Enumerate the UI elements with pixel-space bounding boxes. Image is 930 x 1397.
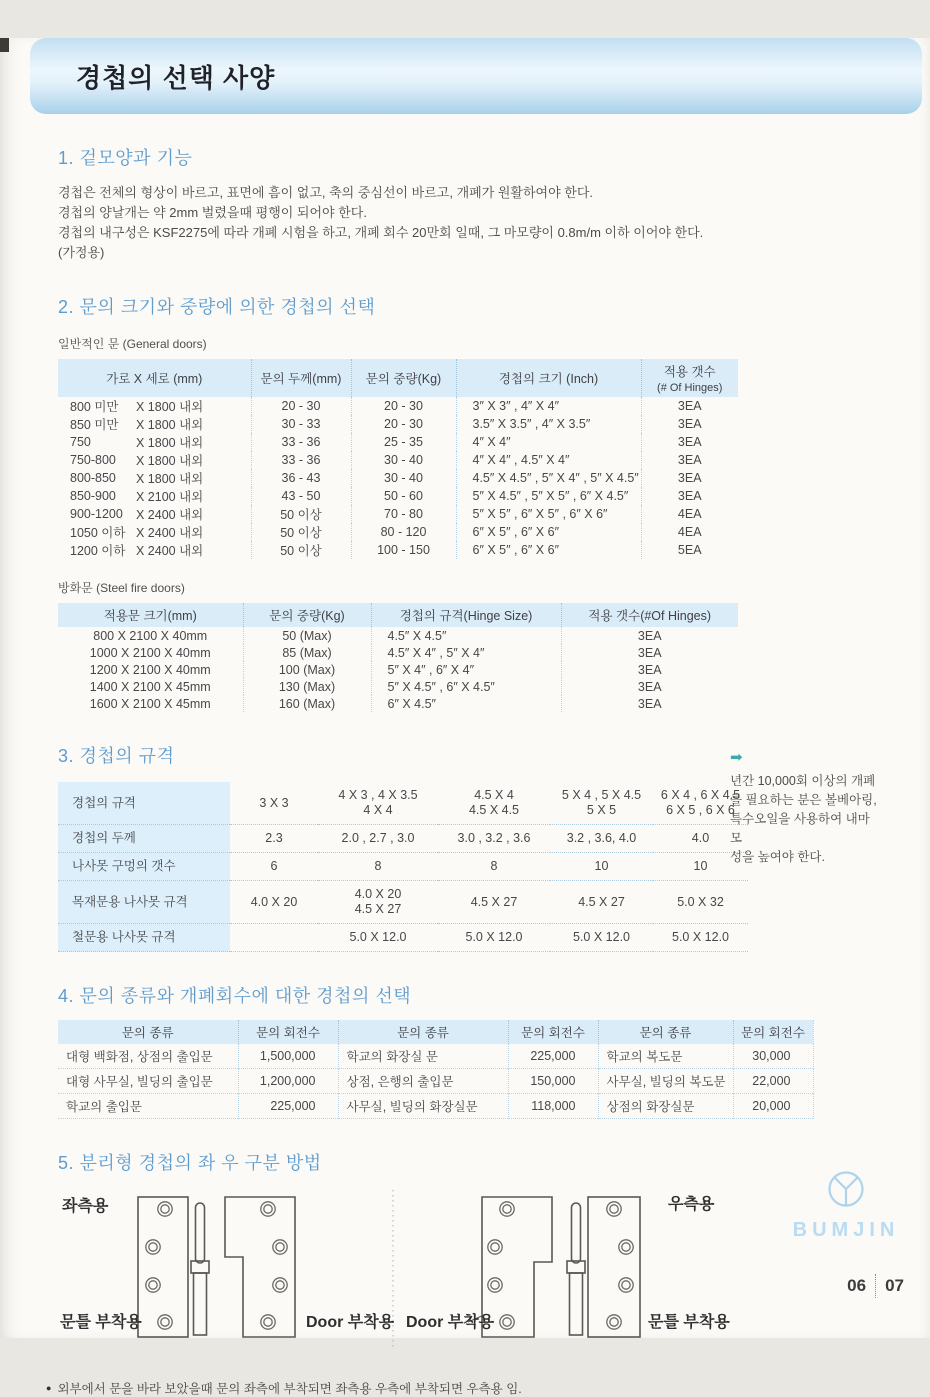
table-row — [58, 881, 748, 924]
column-header: 적용문 크기(mm) — [58, 603, 243, 627]
table-cell: 목재문용 나사못 규격 — [58, 881, 230, 924]
door-attach-label-left: Door 부착용 — [306, 1314, 395, 1331]
table-cell: 4″ X 4″ — [456, 433, 641, 451]
table-row — [58, 397, 738, 415]
door-type-cycles-table — [58, 1020, 814, 1119]
table-cell: 5 X 4 , 5 X 4.5 5 X 5 — [561, 788, 642, 817]
table-header-row — [58, 603, 738, 627]
fire-doors-table — [58, 603, 738, 712]
bullet-icon: ● — [46, 1383, 52, 1393]
column-header: 문의 회전수 — [508, 1020, 598, 1044]
table-cell: 750-800 — [70, 453, 116, 467]
table-cell: 160 (Max) — [243, 695, 371, 712]
table-cell: X 1800 내외 — [136, 418, 204, 432]
table-cell: 사무실, 빌딩의 화장실문 — [338, 1094, 508, 1119]
column-header: 문의 종류 — [58, 1020, 238, 1044]
column-header: 가로 X 세로 (mm) — [58, 359, 251, 397]
table-cell: 20 - 30 — [351, 415, 456, 433]
table-cell: 5.0 X 12.0 — [573, 930, 630, 944]
table-row — [58, 627, 738, 644]
table-cell: 3EA — [641, 451, 738, 469]
table-row — [58, 415, 738, 433]
table-cell: X 1800 내외 — [136, 472, 204, 486]
column-header: 문의 회전수 — [733, 1020, 813, 1044]
paragraph-line: 경첩은 전체의 형상이 바르고, 표면에 흠이 없고, 축의 중심선이 바르고, 개폐가 원활하여야 한다. — [58, 185, 593, 200]
paragraph-line: 경첩의 양날개는 약 2mm 벌렸을때 평행이 되어야 한다. — [58, 205, 367, 220]
table-cell: 5″ X 4.5″ , 5″ X 5″ , 6″ X 4.5″ — [456, 487, 641, 505]
brand-name: BUMJIN — [792, 1219, 900, 1241]
column-header: 경첩의 크기 (Inch) — [456, 359, 641, 397]
table-cell: 3EA — [561, 678, 738, 695]
table-cell: 3″ X 3″ , 4″ X 4″ — [456, 397, 641, 415]
footer-note — [46, 1379, 930, 1397]
table-cell: 4.5 X 27 — [578, 894, 625, 909]
table-row — [58, 487, 738, 505]
table-cell: 5″ X 4″ , 6″ X 4″ — [371, 661, 561, 678]
column-header: 적용 갯수(#Of Hinges) — [561, 603, 738, 627]
table-cell: 30 - 40 — [351, 469, 456, 487]
table-cell: 1,200,000 — [238, 1069, 338, 1094]
table-cell: 800 미만 — [70, 400, 119, 414]
table-cell: 225,000 — [238, 1094, 338, 1119]
table-cell: 1200 이하 — [70, 544, 126, 558]
column-header — [641, 359, 738, 397]
table-cell: 3 X 3 — [259, 795, 289, 810]
table-cell: 4.5″ X 4.5″ — [371, 627, 561, 644]
page-banner — [30, 38, 922, 114]
table-cell: 5″ X 5″ , 6″ X 5″ , 6″ X 6″ — [456, 505, 641, 523]
table-cell: X 2400 내외 — [136, 544, 204, 558]
table-cell: 30,000 — [733, 1044, 813, 1069]
table-cell: 225,000 — [508, 1044, 598, 1069]
side-note-line: 년간 10,000회 이상의 개폐 — [730, 774, 876, 788]
column-header: 경첩의 규격(Hinge Size) — [371, 603, 561, 627]
table-cell: 철문용 나사못 규격 — [58, 924, 230, 952]
table-cell: 22,000 — [733, 1069, 813, 1094]
table-cell: 3.0 , 3.2 , 3.6 — [457, 831, 531, 845]
column-header: 문의 회전수 — [238, 1020, 338, 1044]
table-cell: 50 (Max) — [243, 627, 371, 644]
table-cell: 4.0 X 20 — [250, 894, 298, 909]
table-cell: 43 - 50 — [251, 487, 351, 505]
table-cell: 3.2 , 3.6, 4.0 — [566, 831, 637, 845]
table-cell: 50 - 60 — [351, 487, 456, 505]
table-cell: 4.5″ X 4.5″ , 5″ X 4″ , 5″ X 4.5″ — [456, 469, 641, 487]
table-cell: 학교의 출입문 — [66, 1100, 142, 1114]
table-cell: X 1800 내외 — [136, 436, 204, 450]
table-cell: 6″ X 5″ , 6″ X 6″ — [456, 523, 641, 541]
table-cell: 3EA — [561, 661, 738, 678]
table-cell: 5.0 X 12.0 — [349, 930, 407, 944]
table-cell: 8 — [374, 859, 382, 873]
table-cell: 130 (Max) — [243, 678, 371, 695]
table-cell: 3EA — [561, 644, 738, 661]
section-2-title: 2. 문의 크기와 중량에 의한 경첩의 선택 — [58, 297, 376, 317]
table-cell — [230, 924, 318, 952]
table-cell: 학교의 복도문 — [598, 1044, 733, 1069]
table-cell: 대형 사무실, 빌딩의 출입문 — [66, 1075, 213, 1089]
table-cell: 850 미만 — [70, 418, 119, 432]
bumjin-logo-icon — [825, 1168, 867, 1210]
table-cell: X 2100 내외 — [136, 490, 204, 504]
table-cell: 4″ X 4″ , 4.5″ X 4″ — [456, 451, 641, 469]
table-cell: 5.0 X 32 — [677, 894, 724, 909]
table-cell: 800-850 — [70, 471, 116, 485]
section-3 — [0, 742, 930, 952]
table-cell: 4.5″ X 4″ , 5″ X 4″ — [371, 644, 561, 661]
column-header-line: 적용 갯수 — [663, 365, 716, 379]
table-cell: 80 - 120 — [351, 523, 456, 541]
table-cell: 50 이상 — [251, 541, 351, 559]
table-cell: 대형 백화점, 상점의 출입문 — [66, 1050, 213, 1064]
table-cell: 4.5 X 27 — [470, 894, 518, 909]
table-cell: 1600 X 2100 X 45mm — [89, 696, 211, 711]
table-cell: 1,500,000 — [238, 1044, 338, 1069]
table-header-row — [58, 1020, 813, 1044]
table-cell: 6″ X 4.5″ — [371, 695, 561, 712]
table-row — [58, 433, 738, 451]
table-row — [58, 541, 738, 559]
fire-doors-caption: 방화문 (Steel fire doors) — [58, 581, 185, 595]
table-cell: 5.0 X 12.0 — [672, 930, 729, 944]
table-cell: 750 — [70, 435, 91, 449]
column-header: 문의 중량(Kg) — [351, 359, 456, 397]
page-number-right: 07 — [885, 1276, 904, 1295]
general-doors-table — [58, 359, 738, 559]
table-cell: 3EA — [641, 487, 738, 505]
table-cell: 20 - 30 — [251, 397, 351, 415]
brand-logo — [786, 1168, 906, 1242]
column-header-line: (# Of Hinges) — [657, 382, 723, 394]
page-title: 경첩의 선택 사양 — [76, 62, 276, 93]
table-cell: 3EA — [641, 397, 738, 415]
paragraph-line: 경첩의 내구성은 KSF2275에 따라 개폐 시험을 하고, 개폐 회수 20만회 일때, 그 마모량이 0.8m/m 이하 이어야 한다. — [58, 225, 704, 240]
left-use-label: 좌측용 — [62, 1198, 109, 1215]
table-cell: 8 — [490, 859, 498, 873]
table-row — [58, 825, 748, 853]
table-cell: 3.5″ X 3.5″ , 4″ X 3.5″ — [456, 415, 641, 433]
scan-artifact — [0, 38, 9, 52]
general-doors-caption: 일반적인 문 (General doors) — [58, 337, 207, 351]
table-row — [58, 1044, 813, 1069]
table-cell: X 1800 내외 — [136, 400, 204, 414]
table-cell: 50 이상 — [251, 505, 351, 523]
table-cell: 2.0 , 2.7 , 3.0 — [341, 831, 415, 845]
table-cell: 10 — [693, 859, 708, 873]
table-row — [58, 1094, 813, 1119]
section-4-title: 4. 문의 종류와 개폐회수에 대한 경첩의 선택 — [58, 986, 412, 1006]
table-cell: 상점의 화장실문 — [598, 1094, 733, 1119]
table-cell: 900-1200 — [70, 507, 123, 521]
table-cell: 1200 X 2100 X 40mm — [89, 662, 211, 677]
table-cell: 3EA — [641, 469, 738, 487]
section-1-title: 1. 겉모양과 기능 — [58, 148, 193, 168]
table-cell: 100 (Max) — [243, 661, 371, 678]
paragraph-line: (가정용) — [58, 245, 105, 260]
table-cell: 4 X 3 , 4 X 3.5 4 X 4 — [338, 788, 418, 817]
page-number-left: 06 — [847, 1276, 867, 1295]
table-cell: 33 - 36 — [251, 451, 351, 469]
frame-attach-label-left: 문틀 부착용 — [60, 1314, 142, 1331]
table-cell: 4.0 X 20 4.5 X 27 — [354, 887, 402, 916]
side-note — [730, 748, 880, 867]
hinge-diagrams — [58, 1185, 888, 1363]
column-header: 문의 종류 — [598, 1020, 733, 1044]
table-cell: 33 - 36 — [251, 433, 351, 451]
table-row — [58, 644, 738, 661]
table-cell: 3EA — [561, 627, 738, 644]
table-row — [58, 505, 738, 523]
table-cell: X 2400 내외 — [136, 508, 204, 522]
table-cell: 1400 X 2100 X 45mm — [89, 679, 211, 694]
table-cell: 850-900 — [70, 489, 116, 503]
table-cell: 4.5 X 4 4.5 X 4.5 — [468, 788, 520, 817]
table-cell: 30 - 33 — [251, 415, 351, 433]
table-cell: X 2400 내외 — [136, 526, 204, 540]
table-cell: X 1800 내외 — [136, 454, 204, 468]
table-cell: 3EA — [641, 433, 738, 451]
table-cell: 20 - 30 — [351, 397, 456, 415]
table-row — [58, 523, 738, 541]
page-numbers — [847, 1274, 904, 1298]
table-cell: 경첩의 두께 — [58, 825, 230, 853]
table-row — [58, 695, 738, 712]
table-cell: 10 — [594, 859, 609, 873]
table-cell: 20,000 — [733, 1094, 813, 1119]
table-cell: 1050 이하 — [70, 526, 126, 540]
table-row — [58, 853, 748, 881]
footer-note-text: 외부에서 문을 바라 보았을때 문의 좌측에 부착되면 좌측용 우측에 부착되면 우측용 임. — [57, 1382, 522, 1396]
column-header: 문의 두께(mm) — [251, 359, 351, 397]
table-cell: 100 - 150 — [351, 541, 456, 559]
page-number-divider — [875, 1274, 876, 1298]
table-row — [58, 469, 738, 487]
section-1-paragraph — [58, 183, 930, 263]
table-cell: 5EA — [641, 541, 738, 559]
catalog-page — [0, 38, 930, 1396]
table-cell: 36 - 43 — [251, 469, 351, 487]
table-cell: 6 — [270, 859, 278, 873]
table-row — [58, 678, 738, 695]
side-note-line: 성을 높여야 한다. — [730, 850, 825, 864]
table-cell: 5″ X 4.5″ , 6″ X 4.5″ — [371, 678, 561, 695]
table-header-row — [58, 359, 738, 397]
table-cell: 3EA — [641, 415, 738, 433]
right-use-label: 우측용 — [668, 1196, 715, 1213]
table-cell: 4.0 — [691, 831, 710, 845]
column-header: 문의 종류 — [338, 1020, 508, 1044]
frame-attach-label-right: 문틀 부착용 — [648, 1314, 730, 1331]
table-cell: 상점, 은행의 출입문 — [338, 1069, 508, 1094]
table-cell: 85 (Max) — [243, 644, 371, 661]
table-cell: 4EA — [641, 505, 738, 523]
table-cell: 사무실, 빌딩의 복도문 — [598, 1069, 733, 1094]
hinge-spec-table — [58, 782, 748, 952]
table-cell: 50 이상 — [251, 523, 351, 541]
section-3-title: 3. 경첩의 규격 — [58, 746, 175, 766]
table-cell: 나사못 구멍의 갯수 — [58, 853, 230, 881]
section-5-title: 5. 분리형 경첩의 좌 우 구분 방법 — [58, 1153, 322, 1173]
table-cell: 6 X 4 , 6 X 4.5 6 X 5 , 6 X 6 — [660, 788, 741, 817]
table-cell: 3EA — [561, 695, 738, 712]
table-cell: 1000 X 2100 X 40mm — [89, 645, 211, 660]
table-cell: 150,000 — [508, 1069, 598, 1094]
hinge-diagram-drawing — [58, 1185, 888, 1363]
arrow-right-icon: ➡ — [730, 749, 743, 766]
table-cell: 70 - 80 — [351, 505, 456, 523]
table-cell: 학교의 화장실 문 — [338, 1044, 508, 1069]
table-cell: 5.0 X 12.0 — [465, 930, 523, 944]
table-cell: 800 X 2100 X 40mm — [93, 628, 208, 643]
table-row — [58, 451, 738, 469]
table-row — [58, 1069, 813, 1094]
table-row — [58, 661, 738, 678]
side-note-line: 특수오일을 사용하여 내마모 — [730, 812, 870, 845]
table-cell: 25 - 35 — [351, 433, 456, 451]
side-note-line: 를 필요하는 분은 볼베아링, — [730, 793, 877, 807]
table-cell: 2.3 — [265, 831, 283, 845]
table-cell: 30 - 40 — [351, 451, 456, 469]
table-cell: 6″ X 5″ , 6″ X 6″ — [456, 541, 641, 559]
column-header: 문의 중량(Kg) — [243, 603, 371, 627]
table-cell: 4EA — [641, 523, 738, 541]
table-row — [58, 924, 748, 952]
door-attach-label-right: Door 부착용 — [406, 1314, 495, 1331]
table-cell: 118,000 — [508, 1094, 598, 1119]
table-cell: 경첩의 규격 — [58, 782, 230, 825]
table-row — [58, 782, 748, 825]
